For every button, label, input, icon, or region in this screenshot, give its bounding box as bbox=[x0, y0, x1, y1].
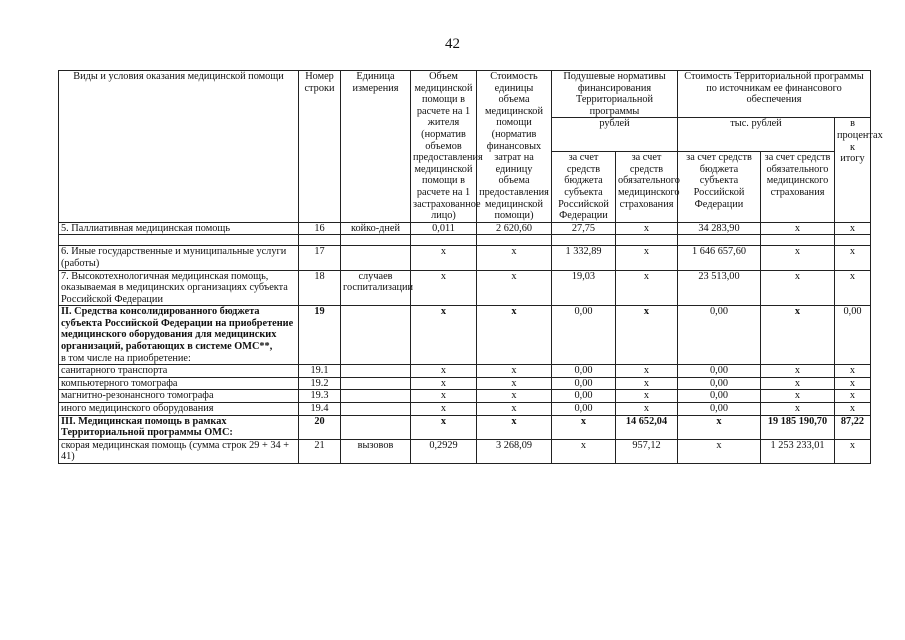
row-pc-budget: х bbox=[552, 415, 616, 439]
row-sum-oms: х bbox=[761, 306, 835, 365]
page-number: 42 bbox=[445, 36, 460, 52]
row-volume: х bbox=[411, 403, 477, 416]
row-name: иного медицинского оборудования bbox=[59, 403, 299, 416]
row-number: 18 bbox=[299, 270, 341, 306]
row-number: 19.1 bbox=[299, 365, 341, 378]
row-sum-budget: 0,00 bbox=[678, 403, 761, 416]
row-pc-oms: х bbox=[616, 306, 678, 365]
table-row bbox=[59, 439, 871, 463]
row-cost: х bbox=[477, 415, 552, 439]
row-number: 19.4 bbox=[299, 403, 341, 416]
row-number: 20 bbox=[299, 415, 341, 439]
row-name bbox=[59, 306, 299, 365]
row-pc-budget: 0,00 bbox=[552, 365, 616, 378]
header-row-1 bbox=[59, 71, 871, 118]
row-sum-budget: 23 513,00 bbox=[678, 270, 761, 306]
row-number: 16 bbox=[299, 222, 341, 235]
row-number: 19.3 bbox=[299, 390, 341, 403]
row-pc-oms: х bbox=[616, 222, 678, 235]
header-per-capita-unit: рублей bbox=[552, 118, 678, 152]
row-pc-oms: 957,12 bbox=[616, 439, 678, 463]
row-cost: 2 620,60 bbox=[477, 222, 552, 235]
row-cost: х bbox=[477, 403, 552, 416]
row-pc-budget: х bbox=[552, 439, 616, 463]
header-cost-budget: за счет средств бюджета субъекта Российской Федерации bbox=[678, 152, 761, 223]
header-program-cost: Стоимость Территориальной программы по источникам ее финансового обеспечения bbox=[678, 71, 871, 118]
header-volume: Объем медицинской помощи в расчете на 1 жителя (норматив объемов предоставления медицинской помощи в расчете на 1 застрахованное лицо) bbox=[411, 71, 477, 223]
header-services: Виды и условия оказания медицинской помощи bbox=[59, 71, 299, 223]
table-row bbox=[59, 365, 871, 378]
row-volume: 0,2929 bbox=[411, 439, 477, 463]
row-percent: х bbox=[835, 246, 871, 270]
row-percent: х bbox=[835, 365, 871, 378]
row-sum-oms: х bbox=[761, 246, 835, 270]
row-sum-oms: х bbox=[761, 403, 835, 416]
row-unit bbox=[341, 306, 411, 365]
table-row bbox=[59, 246, 871, 270]
row-unit bbox=[341, 246, 411, 270]
row-number: 21 bbox=[299, 439, 341, 463]
row-name: III. Медицинская помощь в рамках Территориальной программы ОМС: bbox=[59, 415, 299, 439]
row-number: 19 bbox=[299, 306, 341, 365]
header-unit: Единица измерения bbox=[341, 71, 411, 223]
row-sum-oms: х bbox=[761, 365, 835, 378]
table-row bbox=[59, 403, 871, 416]
row-sum-oms: х bbox=[761, 390, 835, 403]
row-percent: х bbox=[835, 390, 871, 403]
row-name: 5. Паллиативная медицинская помощь bbox=[59, 222, 299, 235]
row-sum-budget: 0,00 bbox=[678, 377, 761, 390]
row-name: санитарного транспорта bbox=[59, 365, 299, 378]
row-pc-oms: 14 652,04 bbox=[616, 415, 678, 439]
section-two-note: в том числе на приобретение: bbox=[61, 352, 191, 364]
row-name: 6. Иные государственные и муниципальные услуги (работы) bbox=[59, 246, 299, 270]
row-sum-oms: 19 185 190,70 bbox=[761, 415, 835, 439]
header-percent: в процентах к итогу bbox=[835, 118, 871, 222]
row-sum-budget: 0,00 bbox=[678, 390, 761, 403]
row-pc-oms: х bbox=[616, 365, 678, 378]
row-unit bbox=[341, 415, 411, 439]
header-per-capita-budget: за счет средств бюджета субъекта Российской Федерации bbox=[552, 152, 616, 223]
section-two-title: II. Средства консолидированного бюджета субъекта Российской Федерации на приобретение медицинского оборудования для медицинских организаций, работающих в системе ОМС**, bbox=[61, 306, 294, 353]
row-pc-budget: 0,00 bbox=[552, 377, 616, 390]
row-volume: х bbox=[411, 270, 477, 306]
row-pc-budget: 27,75 bbox=[552, 222, 616, 235]
row-pc-budget: 19,03 bbox=[552, 270, 616, 306]
row-cost: х bbox=[477, 377, 552, 390]
row-sum-oms: 1 253 233,01 bbox=[761, 439, 835, 463]
row-sum-oms: х bbox=[761, 270, 835, 306]
row-percent: 0,00 bbox=[835, 306, 871, 365]
table-row bbox=[59, 222, 871, 235]
header-per-capita: Подушевые нормативы финансирования Территориальной программы bbox=[552, 71, 678, 118]
row-percent: х bbox=[835, 377, 871, 390]
row-unit: койко-дней bbox=[341, 222, 411, 235]
row-pc-budget: 1 332,89 bbox=[552, 246, 616, 270]
row-pc-oms: х bbox=[616, 377, 678, 390]
row-volume: х bbox=[411, 390, 477, 403]
row-sum-budget: 0,00 bbox=[678, 306, 761, 365]
row-volume: 0,011 bbox=[411, 222, 477, 235]
row-percent: х bbox=[835, 270, 871, 306]
header-program-cost-unit: тыс. рублей bbox=[678, 118, 835, 152]
row-unit bbox=[341, 403, 411, 416]
row-pc-oms: х bbox=[616, 270, 678, 306]
row-percent: х bbox=[835, 403, 871, 416]
row-number: 17 bbox=[299, 246, 341, 270]
row-unit bbox=[341, 390, 411, 403]
header-cost-oms: за счет средств обязательного медицинского страхования bbox=[761, 152, 835, 223]
table-row bbox=[59, 270, 871, 306]
row-name: скорая медицинская помощь (сумма строк 29 + 34 + 41) bbox=[59, 439, 299, 463]
row-unit: вызовов bbox=[341, 439, 411, 463]
financing-table bbox=[58, 70, 883, 464]
row-cost: х bbox=[477, 365, 552, 378]
row-cost: х bbox=[477, 270, 552, 306]
row-cost: х bbox=[477, 246, 552, 270]
row-sum-budget: 34 283,90 bbox=[678, 222, 761, 235]
row-volume: х bbox=[411, 377, 477, 390]
row-unit: случаев госпитализации bbox=[341, 270, 411, 306]
row-sum-budget: х bbox=[678, 415, 761, 439]
row-cost: х bbox=[477, 306, 552, 365]
row-sum-oms: х bbox=[761, 377, 835, 390]
row-unit bbox=[341, 365, 411, 378]
row-unit bbox=[341, 377, 411, 390]
row-cost: 3 268,09 bbox=[477, 439, 552, 463]
table-row bbox=[59, 415, 871, 439]
table-row bbox=[59, 390, 871, 403]
row-number: 19.2 bbox=[299, 377, 341, 390]
row-cost: х bbox=[477, 390, 552, 403]
row-sum-budget: х bbox=[678, 439, 761, 463]
row-percent: х bbox=[835, 439, 871, 463]
row-pc-oms: х bbox=[616, 390, 678, 403]
row-name: 7. Высокотехнологичная медицинская помощь, оказываемая в медицинских организациях субъекта Российской Федерации bbox=[59, 270, 299, 306]
row-pc-budget: 0,00 bbox=[552, 306, 616, 365]
row-volume: х bbox=[411, 246, 477, 270]
row-pc-oms: х bbox=[616, 246, 678, 270]
row-pc-oms: х bbox=[616, 403, 678, 416]
row-sum-budget: 0,00 bbox=[678, 365, 761, 378]
table-row bbox=[59, 306, 871, 365]
row-volume: х bbox=[411, 365, 477, 378]
table-row bbox=[59, 377, 871, 390]
row-volume: х bbox=[411, 415, 477, 439]
spacer-row bbox=[59, 235, 871, 246]
header-unit-cost: Стоимость единицы объема медицинской помощи (норматив финансовых затрат на единицу объема предоставления медицинской помощи) bbox=[477, 71, 552, 223]
row-name: магнитно-резонансного томографа bbox=[59, 390, 299, 403]
row-pc-budget: 0,00 bbox=[552, 390, 616, 403]
row-sum-oms: х bbox=[761, 222, 835, 235]
header-row-number: Номер строки bbox=[299, 71, 341, 223]
row-sum-budget: 1 646 657,60 bbox=[678, 246, 761, 270]
row-percent: 87,22 bbox=[835, 415, 871, 439]
row-name: компьютерного томографа bbox=[59, 377, 299, 390]
row-volume: х bbox=[411, 306, 477, 365]
row-pc-budget: 0,00 bbox=[552, 403, 616, 416]
row-percent: х bbox=[835, 222, 871, 235]
header-per-capita-oms: за счет средств обязательного медицинского страхования bbox=[616, 152, 678, 223]
